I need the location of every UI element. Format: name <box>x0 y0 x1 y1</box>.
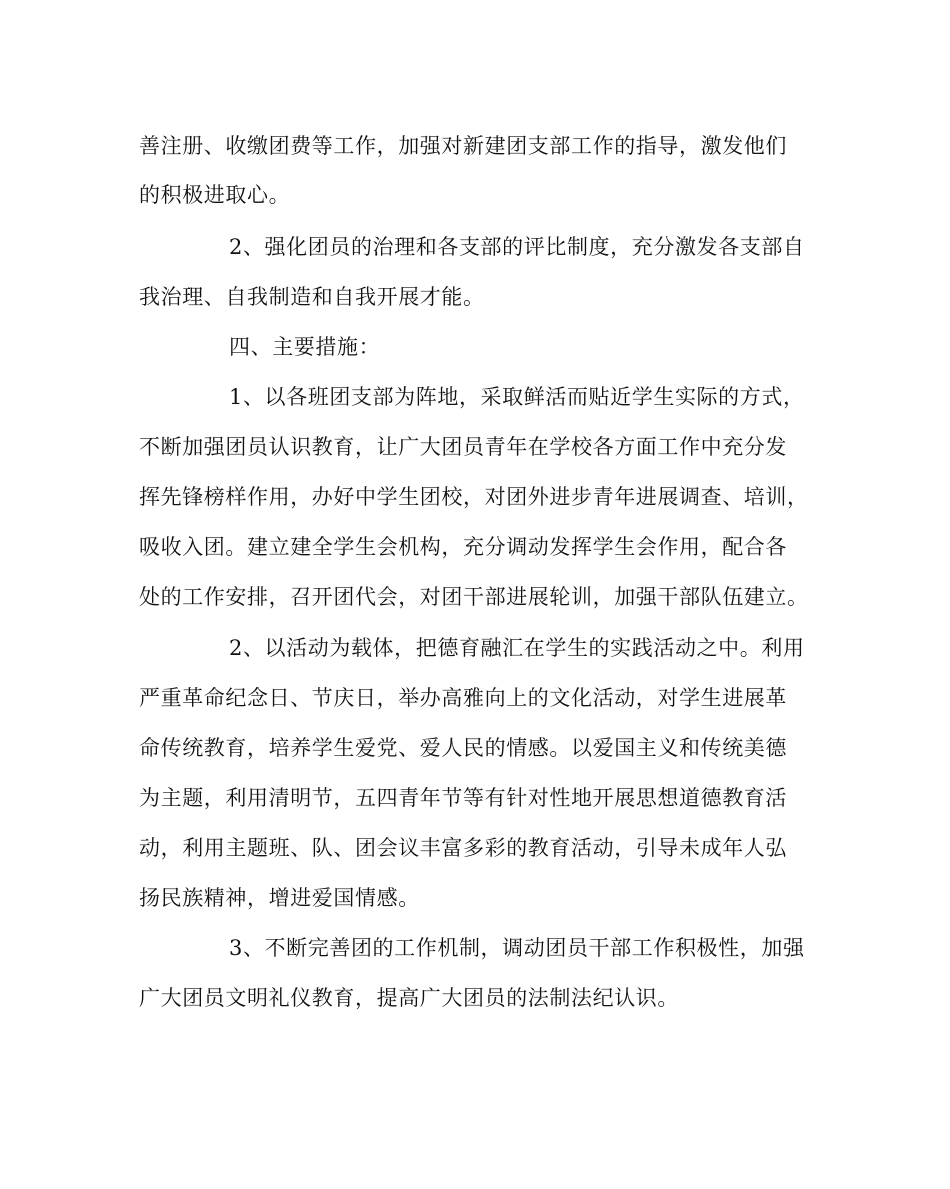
text-line: 严重革命纪念日、节庆日，举办高雅向上的文化活动，对学生进展革 <box>139 686 787 710</box>
text-line: 为主题，利用清明节，五四青年节等有针对性地开展思想道德教育活 <box>139 786 787 810</box>
text-line: 广大团员文明礼仪教育，提高广大团员的法制法纪认识。 <box>139 986 679 1010</box>
text-line: 不断加强团员认识教育，让广大团员青年在学校各方面工作中充分发 <box>139 435 787 459</box>
text-line: 处的工作安排，召开团代会，对团干部进展轮训，加强干部队伍建立。 <box>139 585 809 609</box>
measure-3-line: 3、不断完善团的工作机制，调动团员干部工作积极性，加强 <box>229 936 805 960</box>
measure-1-line: 1、以各班团支部为阵地，采取鲜活而贴近学生实际的方式， <box>229 385 805 409</box>
text-line: 的积极进取心。 <box>139 183 291 207</box>
text-line: 命传统教育，培养学生爱党、爱人民的情感。以爱国主义和传统美德 <box>139 736 787 760</box>
measure-2-line: 2、以活动为载体，把德育融汇在学生的实践活动之中。利用 <box>229 636 805 660</box>
text-line: 吸收入团。建立建全学生会机构，充分调动发挥学生会作用，配合各 <box>139 535 787 559</box>
section-heading: 四、主要措施： <box>229 335 381 359</box>
text-line: 扬民族精神，增进爱国情感。 <box>139 886 420 910</box>
text-line: 我治理、自我制造和自我开展才能。 <box>139 285 485 309</box>
text-line: 挥先锋榜样作用，办好中学生团校，对团外进步青年进展调查、培训， <box>139 485 809 509</box>
text-line: 善注册、收缴团费等工作，加强对新建团支部工作的指导，激发他们 <box>139 134 787 158</box>
text-line: 动，利用主题班、队、团会议丰富多彩的教育活动，引导未成年人弘 <box>139 836 787 860</box>
paragraph-2-line: 2、强化团员的治理和各支部的评比制度，充分激发各支部自 <box>229 235 805 259</box>
